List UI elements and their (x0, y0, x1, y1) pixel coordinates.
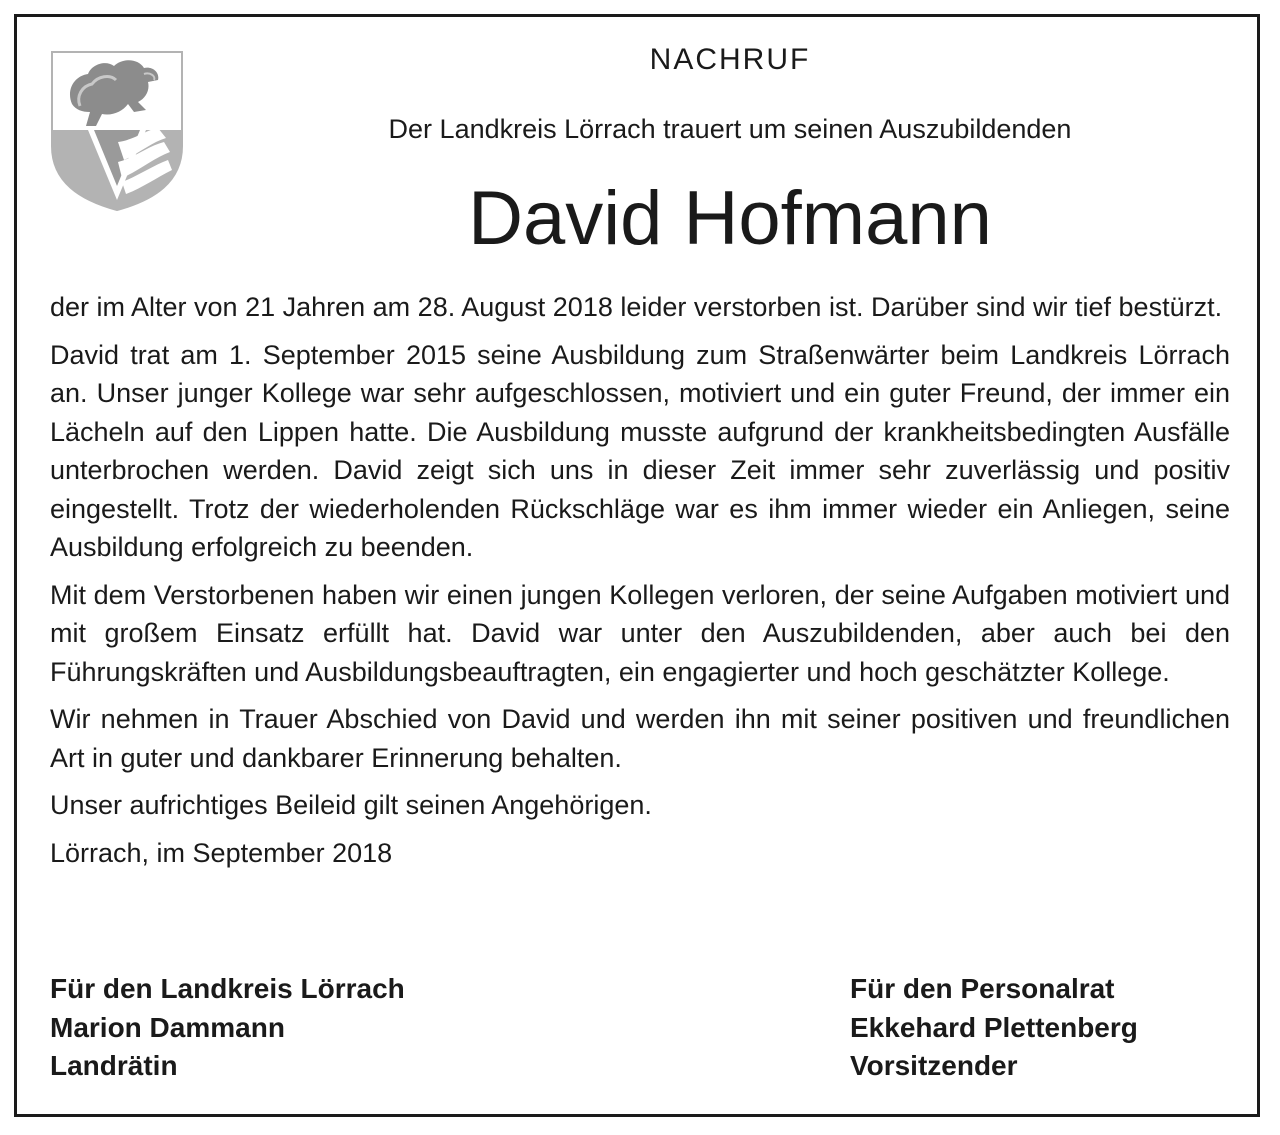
notice-label: NACHRUF (649, 43, 811, 76)
deceased-name: David Hofmann (468, 176, 992, 261)
signature-organization: Für den Personalrat (850, 973, 1115, 1004)
place-date-line: Lörrach, im September 2018 (50, 837, 393, 868)
signature-role: Vorsitzender (850, 1050, 1018, 1081)
signature-organization: Für den Landkreis Lörrach (50, 973, 405, 1004)
notice-body (50, 288, 1230, 881)
condolence-line: Unser aufrichtiges Beileid gilt seinen Angehörigen. (50, 790, 652, 820)
body-paragraph: Wir nehmen in Trauer Abschied von David und werden ihn mit seiner positiven und freundlichen Art in guter und dankbarer Erinnerung behalten. (50, 704, 1230, 773)
body-paragraph: David trat am 1. September 2015 seine Ausbildung zum Straßenwärter beim Landkreis Lörrach an. Unser junger Kollege war sehr aufgeschlossen, motiviert und ein guter Freund, der immer ein Lächeln auf den Lippen hatte. Die Ausbildung musste aufgrund der krankheitsbedingten Ausfälle unterbrochen werden. David zeigt sich uns in dieser Zeit immer sehr zuverlässig und positiv eingestellt. Trotz der wiederholenden Rückschläge war es ihm immer wieder ein Anliegen, seine Ausbildung erfolgreich zu beenden. (50, 339, 1230, 562)
signature-landkreis (50, 970, 405, 1086)
signature-person: Ekkehard Plettenberg (850, 1011, 1138, 1043)
intro-line: Der Landkreis Lörrach trauert um seinen Auszubildenden (388, 114, 1072, 144)
signature-personalrat (850, 970, 1138, 1086)
signature-role: Landrätin (50, 1050, 178, 1081)
signature-person: Marion Dammann (50, 1011, 285, 1043)
coat-of-arms-icon (50, 50, 184, 212)
body-paragraph: Mit dem Verstorbenen haben wir einen jungen Kollegen verloren, der seine Aufgaben motiviert und mit großem Einsatz erfüllt hat. David war unter den Auszubildenden, aber auch bei den Führungskräften und Ausbildungsbeauftragten, ein engagierter und hoch geschätzter Kollege. (50, 579, 1230, 687)
body-paragraph: der im Alter von 21 Jahren am 28. August 2018 leider verstorben ist. Darüber sind wir tief bestürzt. (50, 292, 1223, 322)
